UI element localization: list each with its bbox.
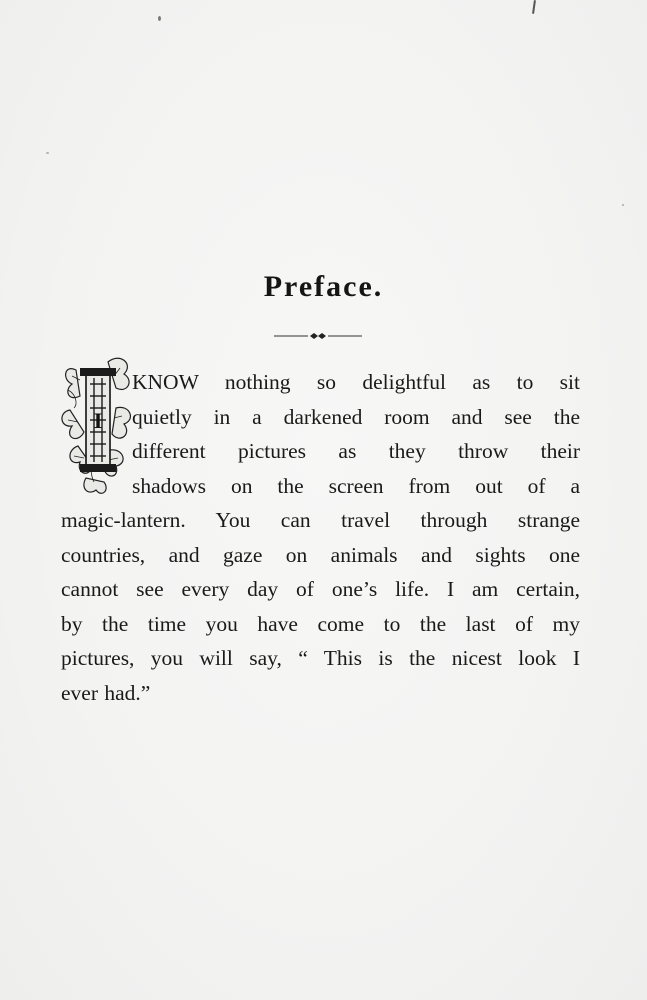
paper-speck bbox=[622, 204, 624, 206]
paper-speck bbox=[46, 152, 49, 154]
svg-text:I: I bbox=[93, 408, 103, 433]
ornamental-rule bbox=[274, 331, 362, 341]
page-corner-mark bbox=[532, 0, 536, 14]
paragraph-line: ever had.” bbox=[61, 680, 151, 705]
paragraph-line: cannot see every day of one’s life. I am certain, bbox=[61, 577, 580, 601]
paragraph-line: quietly in a darkened room and see the bbox=[132, 404, 580, 429]
paragraph-line: countries, and gaze on animals and sights one bbox=[61, 542, 580, 567]
paragraph-line: shadows on the screen from out of a bbox=[132, 473, 580, 498]
paragraph-line: KNOW nothing so delightful as to sit bbox=[132, 370, 580, 394]
paragraph-line: by the time you have come to the last of my bbox=[61, 611, 580, 636]
page-title: Preface. bbox=[263, 270, 384, 303]
paragraph-line: different pictures as they throw their bbox=[132, 439, 580, 463]
paragraph-line: pictures, you will say, “ This is the nicest look I bbox=[61, 646, 580, 670]
paragraph-line: magic-lantern. You can travel through strange bbox=[61, 508, 580, 532]
preface-paragraph bbox=[61, 365, 580, 710]
paper-speck bbox=[158, 16, 161, 21]
